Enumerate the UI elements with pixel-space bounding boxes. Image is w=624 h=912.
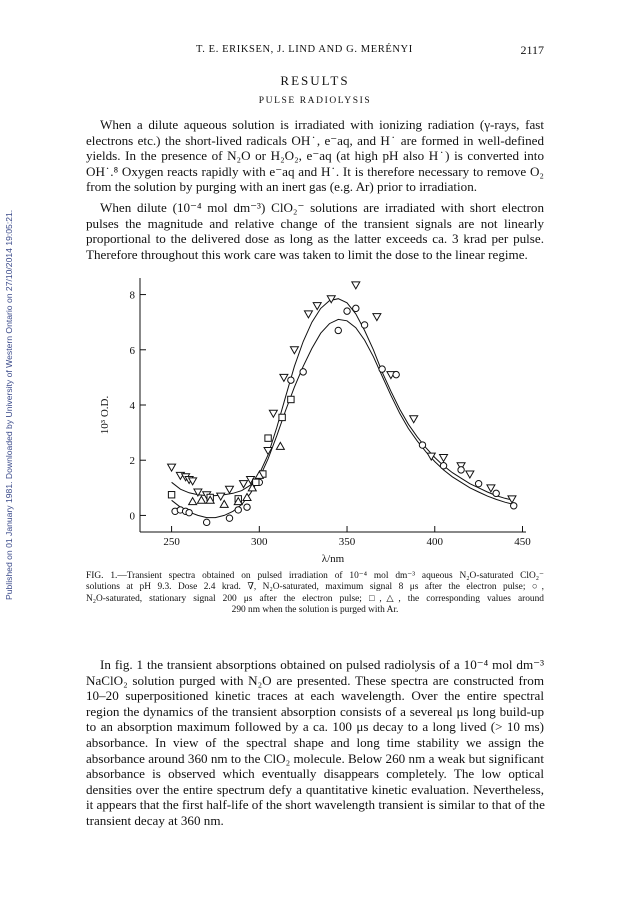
subsection-title: PULSE RADIOLYSIS: [258, 96, 372, 106]
data-point-square: [265, 435, 271, 441]
paragraph-line: In fig. 1 the transient absorptions obtained on pulsed radiolysis of a 10⁻⁴ mol dm⁻³: [100, 657, 544, 672]
paragraph-line: electrons etc.) the short-lived radicals OH˙, e⁻aq, and H˙ are formed in well-defined: [86, 132, 544, 148]
data-point-square: [168, 492, 174, 498]
paragraph-line: absorbance is observed which eventually disappears completely. The low optical: [86, 766, 544, 782]
data-point-triangle-up: [276, 442, 284, 449]
data-point-triangle-down: [269, 410, 277, 417]
data-point-circle: [244, 504, 250, 510]
y-tick-label: 8: [129, 289, 135, 302]
y-axis-label: 10³ O.D.: [99, 395, 111, 435]
y-tick-label: 6: [129, 344, 135, 357]
x-tick-label: 300: [251, 536, 268, 548]
data-point-circle: [288, 377, 294, 383]
figure-caption: [86, 571, 544, 617]
data-point-circle: [393, 371, 399, 377]
data-point-triangle-down: [466, 471, 474, 478]
data-point-circle: [235, 507, 241, 513]
x-tick-label: 450: [514, 536, 531, 548]
paragraph-results-discussion: [86, 657, 544, 829]
data-point-triangle-down: [168, 464, 176, 471]
caption-line: 290 nm when the solution is purged with Ar.: [231, 605, 399, 616]
paragraph-line: transient decay at 360 nm.: [86, 812, 224, 828]
data-point-circle: [203, 519, 209, 525]
data-point-square: [288, 396, 294, 402]
data-point-circle: [344, 308, 350, 314]
transient-spectra-chart: [96, 266, 536, 566]
paragraph-line: yields. In the presence of N₂O or H₂O₂, e⁻aq (at high pH also H˙) is converted into: [86, 148, 544, 164]
data-point-circle: [419, 442, 425, 448]
paragraph-line: absorbance around 360 nm to the ClO₂ molecule. Below 260 nm a weak but significant: [86, 750, 544, 766]
data-point-circle: [361, 322, 367, 328]
caption-line: N₂O-saturated, stationary signal 200 μs after the electron pulse; □,△, the corresponding values around: [86, 593, 544, 604]
data-point-square: [253, 479, 259, 485]
paragraph-line: proportional to the delivered dose as long as the latter exceeds ca. 3 krad per pulse.: [86, 231, 544, 247]
data-point-circle: [353, 305, 359, 311]
data-point-triangle-down: [410, 416, 418, 423]
paragraph-pulse-radiolysis-1: [86, 117, 544, 195]
data-point-triangle-down: [304, 311, 312, 318]
data-point-triangle-down: [352, 282, 360, 289]
paragraph-line: When a dilute aqueous solution is irradiated with ionizing radiation (γ-rays, fast: [100, 117, 544, 132]
section-title: RESULTS: [280, 73, 350, 88]
fitted-curve-2: [172, 319, 514, 517]
data-point-circle: [335, 327, 341, 333]
data-point-circle: [226, 515, 232, 521]
paragraph-line: to an absorption maximum followed by a ca. 100 μs decay to a long lived (> 10 ms): [86, 719, 544, 735]
y-tick-label: 2: [129, 455, 135, 468]
download-stamp: Published on 01 January 1981. Downloaded by University of Western Ontario on 27/10/2014 19:05:21.: [4, 209, 14, 600]
data-point-triangle-down: [240, 481, 248, 488]
data-point-triangle-down: [217, 493, 225, 500]
caption-line: solutions at pH 9.3. Dose 2.4 krad. ∇, N₂O-saturated, maximum signal 8 μs after the electron pulse; ○,: [86, 582, 544, 593]
paragraph-line: NaClO₂ solution purged with N₂O are presented. These spectra are constructed from: [86, 672, 544, 688]
paragraph-line: it appears that the first half-life of the short wavelength transient is similar to that of the: [86, 797, 545, 813]
data-point-triangle-up: [189, 498, 197, 505]
paragraph-line: absorbance. In view of the spectral shape and long time stability we assign the: [86, 734, 544, 750]
figure-1: [96, 266, 536, 566]
paragraph-line: Therefore throughout this work care was taken to limit the dose to the linear regime.: [86, 246, 528, 262]
data-point-circle: [458, 467, 464, 473]
data-point-circle: [300, 369, 306, 375]
y-tick-label: 0: [129, 510, 135, 523]
paragraph-line: densities over the entire spectrum defy a quantitative kinetic evaluation. Nevertheless,: [86, 781, 544, 797]
data-point-triangle-up: [220, 500, 228, 507]
y-tick-label: 4: [129, 400, 135, 412]
caption-line: FIG. 1.—Transient spectra obtained on pulsed irradiation of 10⁻⁴ mol dm⁻³ aqueous N₂O-saturated ClO₂⁻: [86, 571, 544, 581]
page-number: 2117: [520, 43, 544, 57]
paragraph-line: region the dynamics of the transient absorption consists of a severeal μs long build-up: [86, 703, 544, 719]
x-axis-label: λ/nm: [321, 553, 345, 565]
data-point-circle: [440, 463, 446, 469]
data-point-triangle-down: [440, 454, 448, 461]
data-point-circle: [511, 503, 517, 509]
header-authors: T. E. ERIKSEN, J. LIND AND G. MERÉNYI: [196, 44, 413, 55]
data-point-circle: [379, 366, 385, 372]
paragraph-line: pulses the magnitude and relative change of the transient signals are not linearly: [86, 215, 544, 231]
data-point-circle: [493, 490, 499, 496]
x-tick-label: 400: [426, 536, 444, 548]
paragraph-pulse-radiolysis-2: [86, 200, 544, 262]
paragraph-line: from the solution by purging with an inert gas (e.g. Ar) prior to irradiation.: [86, 179, 478, 195]
data-point-circle: [186, 509, 192, 515]
x-tick-label: 350: [338, 536, 356, 548]
data-point-triangle-down: [280, 374, 288, 381]
paragraph-line: 10–20 superpositioned kinetic traces at each wavelength. Over the entire spectral: [86, 688, 544, 704]
data-point-triangle-down: [373, 314, 381, 321]
data-point-triangle-down: [290, 347, 298, 354]
data-point-circle: [475, 480, 481, 486]
x-tick-label: 250: [163, 536, 180, 548]
data-point-triangle-down: [225, 486, 233, 493]
paragraph-line: OH˙.⁸ Oxygen reacts rapidly with e⁻aq and H˙. It is therefore necessary to remove O₂: [86, 163, 544, 179]
data-point-triangle-up: [197, 496, 205, 503]
paragraph-line: When dilute (10⁻⁴ mol dm⁻³) ClO₂⁻ solutions are irradiated with short electron: [100, 200, 544, 215]
data-point-square: [279, 414, 285, 420]
